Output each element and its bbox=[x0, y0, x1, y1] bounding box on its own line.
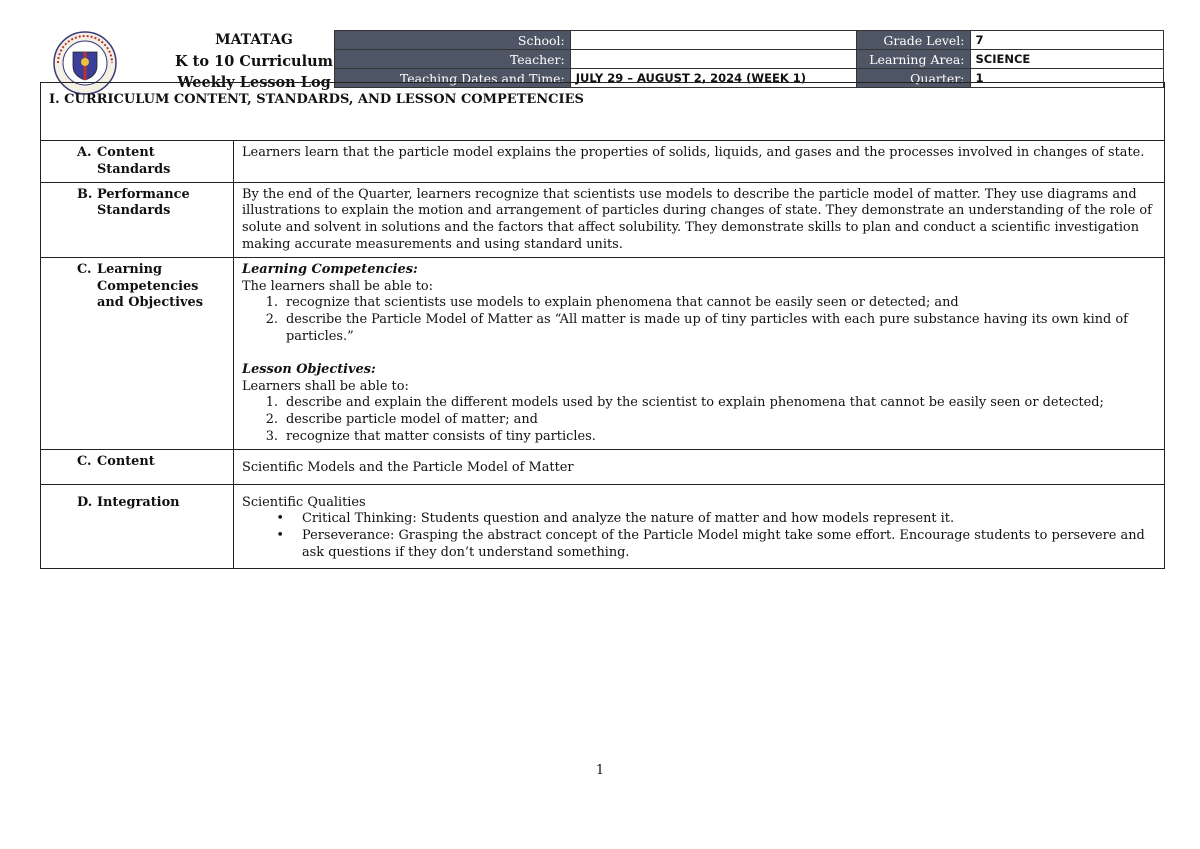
page-number: 1 bbox=[595, 763, 605, 778]
list-item: 3. recognize that matter consists of tiny particles. bbox=[265, 428, 596, 444]
grade-level-label: Grade Level: bbox=[856, 31, 970, 50]
list-item: 2. describe the Particle Model of Matter as “All matter is made up of tiny particles with each pure substance having its own kind of particles.” bbox=[265, 312, 1128, 344]
performance-standards-label-cell bbox=[41, 182, 234, 257]
row-letter: C. bbox=[77, 261, 92, 277]
bullet-icon: • bbox=[276, 528, 284, 544]
bullet-icon: • bbox=[276, 511, 284, 527]
competencies-label-cell bbox=[41, 257, 234, 449]
row-letter: B. bbox=[77, 186, 93, 202]
teacher-value bbox=[570, 50, 856, 69]
section-row bbox=[41, 83, 1165, 141]
row-label: Learning Competencies and Objectives bbox=[97, 261, 203, 311]
curriculum-table bbox=[40, 82, 1165, 569]
teaching-dates-label: Teaching Dates and Time: bbox=[335, 69, 571, 88]
row-label: Content bbox=[97, 453, 155, 469]
table-row bbox=[41, 257, 1165, 449]
row-label: Integration bbox=[97, 494, 180, 510]
school-label: School: bbox=[335, 31, 571, 50]
title-curriculum: K to 10 Curriculum bbox=[175, 53, 333, 70]
list-item: • Critical Thinking: Students question and analyze the nature of matter and how models represent it. bbox=[242, 511, 1158, 528]
grade-level-value: 7 bbox=[970, 31, 1163, 50]
quarter-label: Quarter: bbox=[856, 69, 970, 88]
learning-area-label: Learning Area: bbox=[856, 50, 970, 69]
content-standards-text: Learners learn that the particle model explains the properties of solids, liquids, and gases and the processes involved in changes of state. bbox=[234, 141, 1165, 183]
learning-area-value: SCIENCE bbox=[970, 50, 1163, 69]
list-item: 2. describe particle model of matter; and bbox=[265, 412, 538, 428]
lesson-objectives-heading: Lesson Objectives: bbox=[242, 361, 376, 377]
title-matatag: MATATAG bbox=[215, 32, 293, 48]
table-row bbox=[41, 449, 1165, 484]
lesson-objectives-list bbox=[242, 395, 1158, 445]
list-item: 1. recognize that scientists use models to explain phenomena that cannot be easily seen or detected; and bbox=[265, 295, 959, 311]
row-letter: A. bbox=[77, 145, 92, 160]
content-text: Scientific Models and the Particle Model of Matter bbox=[234, 449, 1165, 484]
competencies-content bbox=[234, 257, 1165, 449]
row-label: Performance Standards bbox=[97, 186, 190, 219]
integration-content bbox=[234, 484, 1165, 568]
integration-intro: Scientific Qualities bbox=[242, 494, 366, 510]
row-label: Content Standards bbox=[97, 145, 171, 177]
learning-competencies-intro: The learners shall be able to: bbox=[242, 278, 434, 294]
integration-label-cell bbox=[41, 484, 234, 568]
learning-competencies-list bbox=[242, 295, 1158, 345]
title-weekly-log: Weekly Lesson Log bbox=[177, 74, 331, 91]
table-row bbox=[41, 141, 1165, 183]
list-item: 1. describe and explain the different models used by the scientist to explain phenomena that cannot be easily seen or detected; bbox=[265, 395, 1104, 411]
learning-competencies-heading: Learning Competencies: bbox=[242, 261, 418, 277]
row-letter: C. bbox=[77, 453, 92, 469]
quarter-value: 1 bbox=[970, 69, 1163, 88]
section-title: I. CURRICULUM CONTENT, STANDARDS, AND LESSON COMPETENCIES bbox=[41, 83, 1165, 141]
school-value bbox=[570, 31, 856, 50]
content-standards-label-cell bbox=[41, 141, 234, 183]
teacher-label: Teacher: bbox=[335, 50, 571, 69]
integration-list bbox=[242, 511, 1158, 561]
content-label-cell bbox=[41, 449, 234, 484]
table-row bbox=[41, 484, 1165, 568]
performance-standards-text: By the end of the Quarter, learners recognize that scientists use models to describe the particle model of matter. They use diagrams and illustrations to explain the motion and arrangement of particles during changes of state. They demonstrate an understanding of the role of solute and solvent in solutions and the factors that affect solubility. They demonstrate skills to plan and conduct a scientific investigation making accurate measurements and using standard units. bbox=[234, 182, 1165, 257]
teaching-dates-value: JULY 29 – AUGUST 2, 2024 (WEEK 1) bbox=[570, 69, 856, 88]
header-info-grid bbox=[334, 30, 1164, 88]
list-item: • Perseverance: Grasping the abstract concept of the Particle Model might take some effort. Encourage students to persevere and ask questions if they don’t understand something. bbox=[242, 528, 1158, 562]
lesson-objectives-intro: Learners shall be able to: bbox=[242, 378, 409, 394]
table-row bbox=[41, 182, 1165, 257]
row-letter: D. bbox=[77, 494, 93, 510]
